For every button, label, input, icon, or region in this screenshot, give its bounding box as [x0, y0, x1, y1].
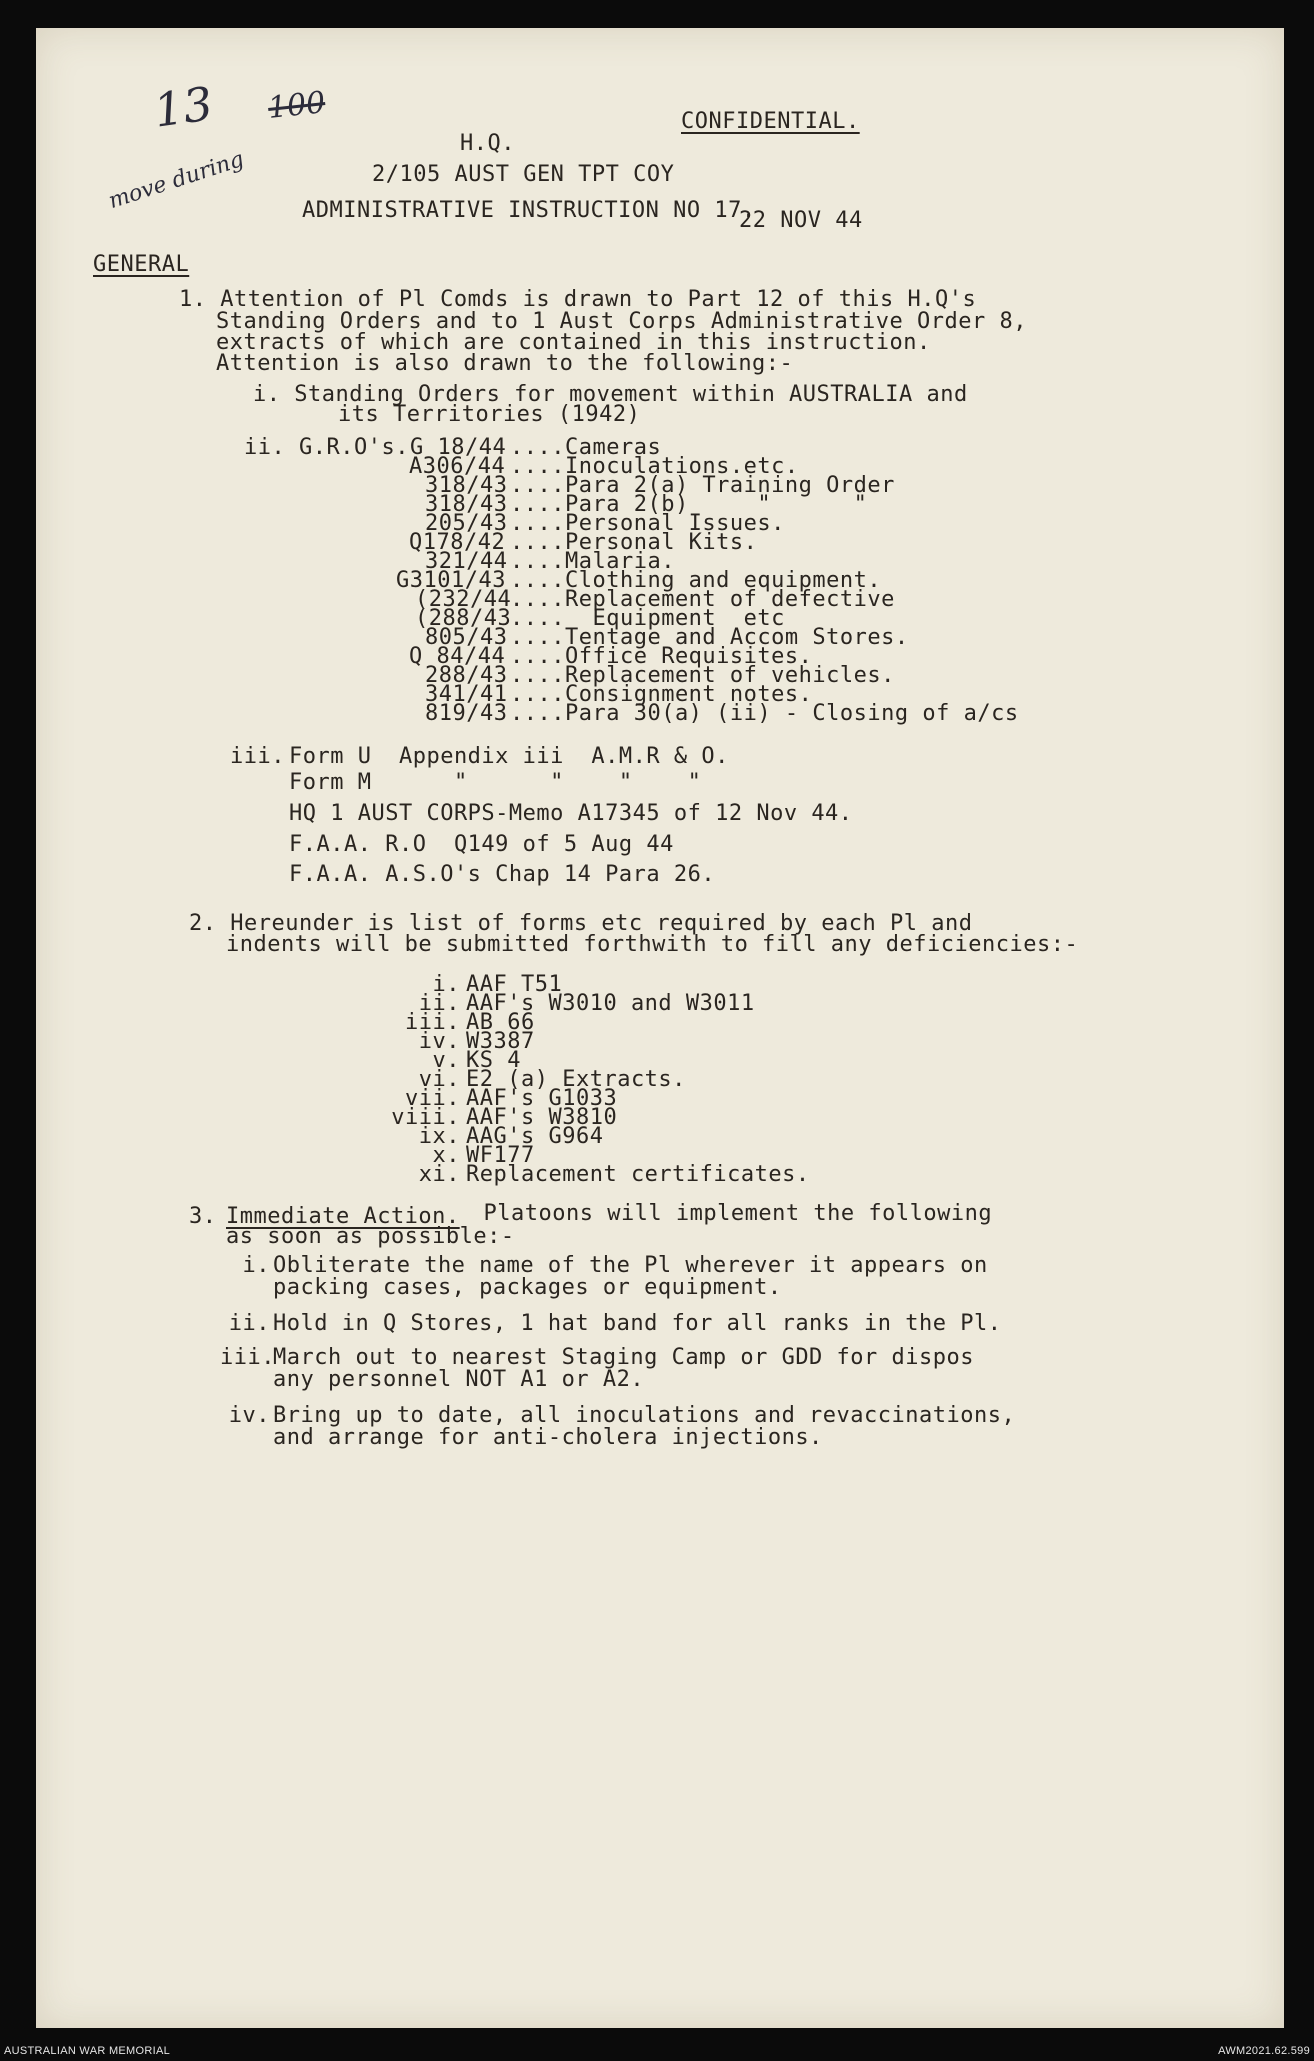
classification-marking: CONFIDENTIAL. — [681, 109, 860, 134]
para1-line: 1. Attention of Pl Comds is drawn to Part 12 of this H.Q's — [179, 287, 977, 312]
para1-sub-iii-label: iii. — [230, 744, 285, 769]
action-text: March out to nearest Staging Camp or GDD for dispos — [273, 1345, 975, 1370]
para1-line: Standing Orders and to 1 Aust Corps Administrative Order 8, — [216, 309, 1027, 334]
form-name: AAF's W3810 — [466, 1105, 618, 1130]
form-number: v. — [432, 1048, 460, 1073]
hq-line: H.Q. — [460, 131, 515, 156]
form-number: x. — [432, 1143, 460, 1168]
action-text: Hold in Q Stores, 1 hat band for all ranks in the Pl. — [273, 1311, 1002, 1336]
gro-text: .... Equipment etc — [510, 606, 785, 631]
action-text: any personnel NOT A1 or A2. — [273, 1367, 645, 1392]
document-date: 22 NOV 44 — [739, 208, 863, 233]
form-number: ix. — [418, 1124, 460, 1149]
form-number: vi. — [418, 1067, 460, 1092]
gro-ref: 805/43 — [425, 625, 508, 650]
gro-text: ....Cameras — [510, 435, 662, 460]
form-number: xi. — [418, 1162, 460, 1187]
action-number: i. — [242, 1253, 270, 1278]
action-number: iii. — [220, 1345, 275, 1370]
archive-credit: AUSTRALIAN WAR MEMORIAL — [4, 2045, 171, 2057]
form-name: WF177 — [466, 1143, 535, 1168]
form-name: E2 (a) Extracts. — [466, 1067, 686, 1092]
gro-text: ....Para 30(a) (ii) - Closing of a/cs — [510, 701, 1019, 726]
gro-ref: 318/43 — [425, 492, 508, 517]
para1-line: Attention is also drawn to the following:- — [216, 351, 794, 376]
gro-text: ....Personal Kits. — [510, 530, 758, 555]
gro-text: ....Para 2(b) " " — [510, 492, 868, 517]
gro-ref: Q178/42 — [409, 530, 506, 555]
para3-intro: Platoons will implement the following — [456, 1201, 993, 1226]
gro-ref: (288/43 — [415, 606, 512, 631]
handwritten-folio-number: 13 — [150, 76, 217, 138]
gro-text: ....Personal Issues. — [510, 511, 785, 536]
form-name: AB 66 — [466, 1010, 535, 1035]
gro-text: ....Inoculations.etc. — [510, 454, 799, 479]
para1-sub-i: its Territories (1942) — [338, 402, 641, 427]
para3-intro: as soon as possible:- — [226, 1224, 515, 1249]
para1-line: extracts of which are contained in this instruction. — [216, 330, 931, 355]
gro-text: ....Replacement of defective — [510, 587, 895, 612]
para1-sub-iii-line: F.A.A. A.S.O's Chap 14 Para 26. — [289, 862, 716, 887]
document-page — [36, 28, 1284, 2028]
para2-line: indents will be submitted forthwith to fill any deficiencies:- — [226, 932, 1079, 957]
gro-ref: 318/43 — [425, 473, 508, 498]
form-name: W3387 — [466, 1029, 535, 1054]
para3-heading: Immediate Action. — [226, 1204, 460, 1229]
action-text: packing cases, packages or equipment. — [273, 1275, 782, 1300]
form-name: KS 4 — [466, 1048, 521, 1073]
form-number: i. — [432, 972, 460, 997]
gro-text: ....Para 2(a) Training Order — [510, 473, 895, 498]
gro-ref: G3101/43 — [396, 568, 506, 593]
archive-reference: AWM2021.62.599 — [1218, 2045, 1310, 2057]
form-name: AAF's G1033 — [466, 1086, 618, 1111]
action-number: ii. — [228, 1311, 270, 1336]
action-text: Obliterate the name of the Pl wherever it appears on — [273, 1253, 988, 1278]
action-number: iv. — [228, 1403, 270, 1428]
gro-ref: A306/44 — [409, 454, 506, 479]
gro-ref: 321/44 — [425, 549, 508, 574]
gro-ref: 205/43 — [425, 511, 508, 536]
para1-sub-iii-line: Form M " " " " — [289, 770, 702, 795]
para1-sub-iii-line: HQ 1 AUST CORPS-Memo A17345 of 12 Nov 44. — [289, 801, 853, 826]
gro-ref: 341/41 — [425, 682, 508, 707]
form-name: AAG's G964 — [466, 1124, 604, 1149]
gro-text: ....Office Requisites. — [510, 644, 813, 669]
document-title: ADMINISTRATIVE INSTRUCTION NO 17. — [302, 198, 756, 223]
form-number: vii. — [405, 1086, 460, 1111]
para1-sub-iii-line: Form U Appendix iii A.M.R & O. — [289, 744, 729, 769]
handwritten-struck-number: 100 — [266, 85, 327, 126]
gro-text: ....Consignment notes. — [510, 682, 813, 707]
gro-ref: (232/44 — [415, 587, 512, 612]
action-text: and arrange for anti-cholera injections. — [273, 1425, 823, 1450]
gro-text: ....Tentage and Accom Stores. — [510, 625, 909, 650]
form-number: iv. — [418, 1029, 460, 1054]
gro-text: ....Clothing and equipment. — [510, 568, 882, 593]
section-heading: GENERAL — [93, 252, 190, 277]
gro-ref: G 18/44 — [410, 435, 507, 460]
action-text: Bring up to date, all inoculations and revaccinations, — [273, 1403, 1016, 1428]
handwritten-note: move during — [105, 146, 248, 215]
gro-text: ....Replacement of vehicles. — [510, 663, 895, 688]
para1-sub-ii-label: ii. G.R.O's. — [244, 435, 409, 460]
form-name: AAF's W3010 and W3011 — [466, 991, 755, 1016]
form-name: AAF T51 — [466, 972, 563, 997]
unit-name: 2/105 AUST GEN TPT COY — [372, 162, 675, 187]
gro-ref: 819/43 — [425, 701, 508, 726]
gro-ref: Q 84/44 — [409, 644, 506, 669]
para2-line: 2. Hereunder is list of forms etc required by each Pl and — [189, 911, 973, 936]
form-number: ii. — [418, 991, 460, 1016]
para3-number: 3. — [189, 1204, 217, 1229]
form-number: viii. — [391, 1105, 460, 1130]
gro-ref: 288/43 — [425, 663, 508, 688]
gro-text: ....Malaria. — [510, 549, 675, 574]
para1-sub-i: i. Standing Orders for movement within AUSTRALIA and — [253, 382, 968, 407]
form-name: Replacement certificates. — [466, 1162, 810, 1187]
form-number: iii. — [405, 1010, 460, 1035]
para1-sub-iii-line: F.A.A. R.O Q149 of 5 Aug 44 — [289, 832, 674, 857]
